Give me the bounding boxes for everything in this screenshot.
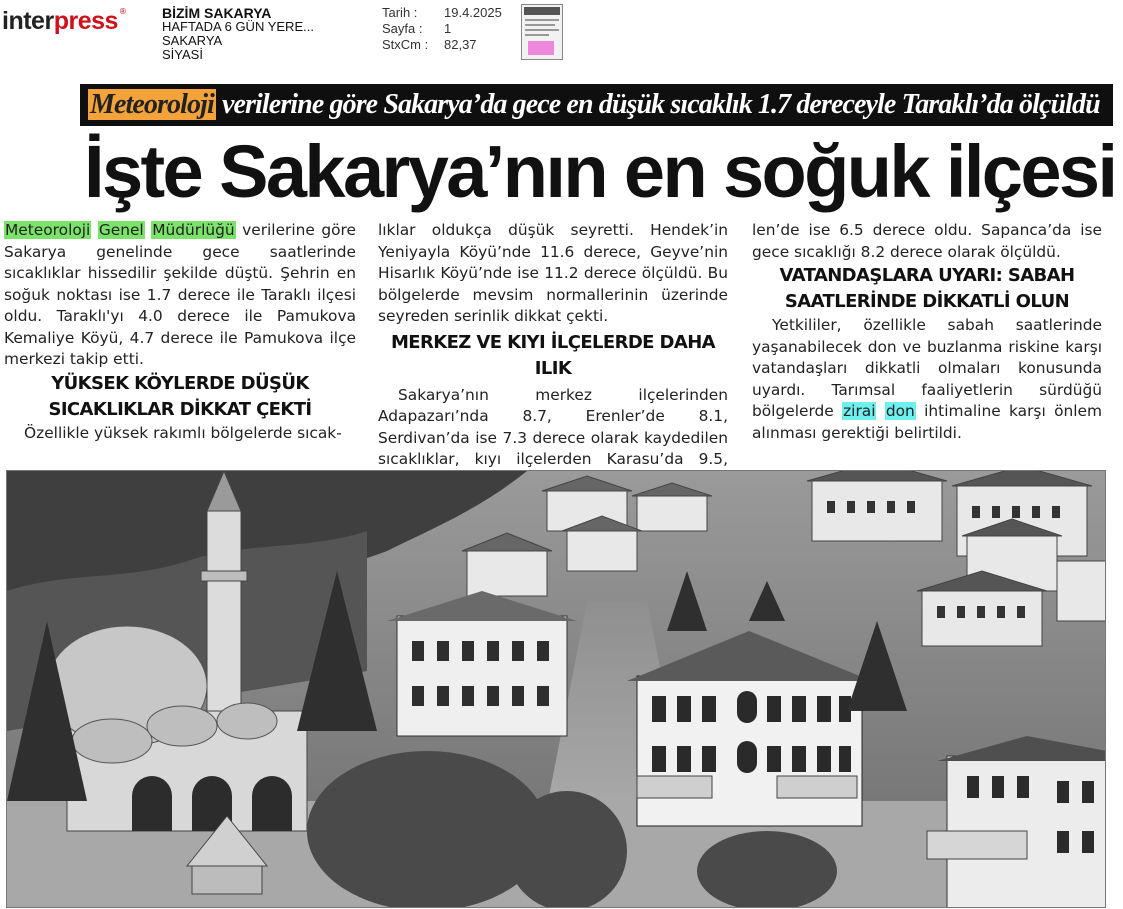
konak-awning bbox=[637, 776, 712, 798]
logo-inter: inter bbox=[2, 7, 54, 35]
thumb-line bbox=[525, 34, 549, 36]
article-column-1 bbox=[4, 220, 356, 444]
page-label: Sayfa : bbox=[382, 21, 423, 36]
publication-name: BİZİM SAKARYA bbox=[162, 5, 272, 21]
publication-city: SAKARYA bbox=[162, 33, 223, 48]
col3-paragraph-2 bbox=[752, 315, 1102, 444]
minaret-balcony bbox=[201, 571, 247, 581]
mosque-arches bbox=[132, 776, 292, 831]
thumb-line bbox=[525, 24, 555, 26]
col3-paragraph-2-text: Yetkililer, özellikle sabah saatlerinde yaşanabilecek don ve buzlanma riskine karşı vatandaşları dikkatli olmaları konusunda uyardı. Tarımsal faaliyetlerin sürdüğü bölgelerde bbox=[752, 316, 1102, 420]
konak-awning bbox=[777, 776, 857, 798]
highlight-genel: Genel bbox=[98, 221, 144, 239]
meta-date-row bbox=[382, 5, 502, 21]
subhead-yuksek-koyler bbox=[4, 371, 356, 423]
thumb-line bbox=[525, 19, 559, 21]
highlight-don: don bbox=[885, 402, 915, 420]
article-column-3 bbox=[752, 220, 1102, 444]
kicker-highlight: Meteoroloji bbox=[90, 89, 214, 120]
col1-paragraph-1-text: verilerine göre Sakarya genelinde gece saatlerinde sıcaklıklar hissedilir şekilde düştü. Şehrin en soğuk noktası ise 1.7 derece ile Taraklı ilçesi oldu. Taraklı'yı 4.0 derece ile Pamukova Kemaliye Köyü, 4.7 derece ile Pamukova ilçe merkezi takip etti. bbox=[4, 221, 356, 368]
highlight-mudurlugu: Müdürlüğü bbox=[152, 221, 235, 239]
subhead-line: VATANDAŞLARA UYARI: SABAH bbox=[779, 265, 1075, 286]
col1-paragraph-1 bbox=[4, 220, 356, 371]
kicker-rest: verilerine göre Sakarya’da gece en düşük sıcaklık 1.7 dereceyle Taraklı’da ölçüldü bbox=[215, 89, 1100, 120]
minaret bbox=[207, 511, 241, 711]
subhead-line: SICAKLIKLAR DİKKAT ÇEKTİ bbox=[48, 398, 312, 420]
right-house-awning bbox=[927, 831, 1027, 859]
meta-page-row bbox=[382, 21, 502, 37]
kicker-text bbox=[88, 89, 1100, 121]
page-value: 1 bbox=[444, 21, 452, 36]
col1-paragraph-2: Özellikle yüksek rakımlı bölgelerde sıcak- bbox=[24, 423, 342, 442]
date-value: 19.4.2025 bbox=[444, 5, 502, 20]
col2-paragraph-1: lıklar oldukça düşük seyretti. Hendek’in Yeniyayla Köyü’nde 11.6 derece, Geyve’nin Hisarlık Köyü’nde ise 11.2 derece ölçüldü. Bu bölgelerde mevsim normallerinin üzerinde seyreden serinlik dikkat çekti. bbox=[378, 221, 728, 325]
publication-info bbox=[162, 6, 314, 62]
logo-wordmark bbox=[2, 6, 118, 36]
publication-frequency: HAFTADA 6 GÜN YERE... bbox=[162, 19, 314, 34]
stxcm-label: StxCm : bbox=[382, 37, 429, 52]
col2-paragraph-2: Sakarya’nın merkez ilçelerinden Adapazarı’nda 8.7, Erenler’de 8.1, Serdivan’da ise 7.3 derece olarak kaydedilen sıcaklıklar, kıyı ilçelerden Karasu’da 9.5, bbox=[378, 385, 728, 468]
article-kicker bbox=[80, 84, 1113, 126]
mosque-small-dome bbox=[147, 706, 217, 746]
interpress-logo bbox=[2, 6, 127, 38]
article-photo-tarakli-town bbox=[6, 470, 1106, 908]
subhead-line: SAATLERİNDE DİKKATLİ OLUN bbox=[784, 291, 1070, 312]
highlight-zirai: zirai bbox=[843, 402, 876, 420]
mosque-small-dome bbox=[217, 703, 277, 739]
subhead-vatandaslara-uyari bbox=[752, 263, 1102, 315]
thumb-masthead bbox=[524, 7, 560, 15]
subhead-line: YÜKSEK KÖYLERDE DÜŞÜK bbox=[51, 372, 309, 394]
highlight-meteoroloji: Meteoroloji bbox=[5, 221, 91, 239]
town-illustration bbox=[7, 471, 1106, 908]
meta-stxcm-row bbox=[382, 37, 502, 53]
page-thumbnail[interactable] bbox=[521, 4, 563, 60]
publication-category: SİYASİ bbox=[162, 47, 203, 62]
mid-house bbox=[397, 616, 567, 736]
logo-press: press bbox=[53, 7, 118, 35]
thumb-line bbox=[525, 29, 559, 31]
col3-paragraph-2-end: ihtimaline karşı önlem alınması gerektiği belirtildi. bbox=[752, 402, 1102, 442]
article-headline: İşte Sakarya’nın en soğuk ilçesi bbox=[84, 130, 1116, 213]
fountain-base bbox=[192, 866, 262, 894]
thumb-article-marker bbox=[528, 41, 554, 55]
date-label: Tarih : bbox=[382, 5, 418, 20]
registered-mark: ® bbox=[118, 7, 127, 16]
subhead-merkez-kiyi: MERKEZ VE KIYI İLÇELERDE DAHA ILIK bbox=[390, 331, 716, 379]
article-column-2 bbox=[378, 220, 728, 492]
clipping-meta bbox=[382, 5, 502, 53]
col3-paragraph-1: len’de ise 6.5 derece oldu. Sapanca’da ise gece sıcaklığı 8.2 derece olarak ölçüldü. bbox=[752, 221, 1102, 261]
stxcm-value: 82,37 bbox=[444, 37, 477, 52]
mosque-small-dome bbox=[72, 719, 152, 763]
